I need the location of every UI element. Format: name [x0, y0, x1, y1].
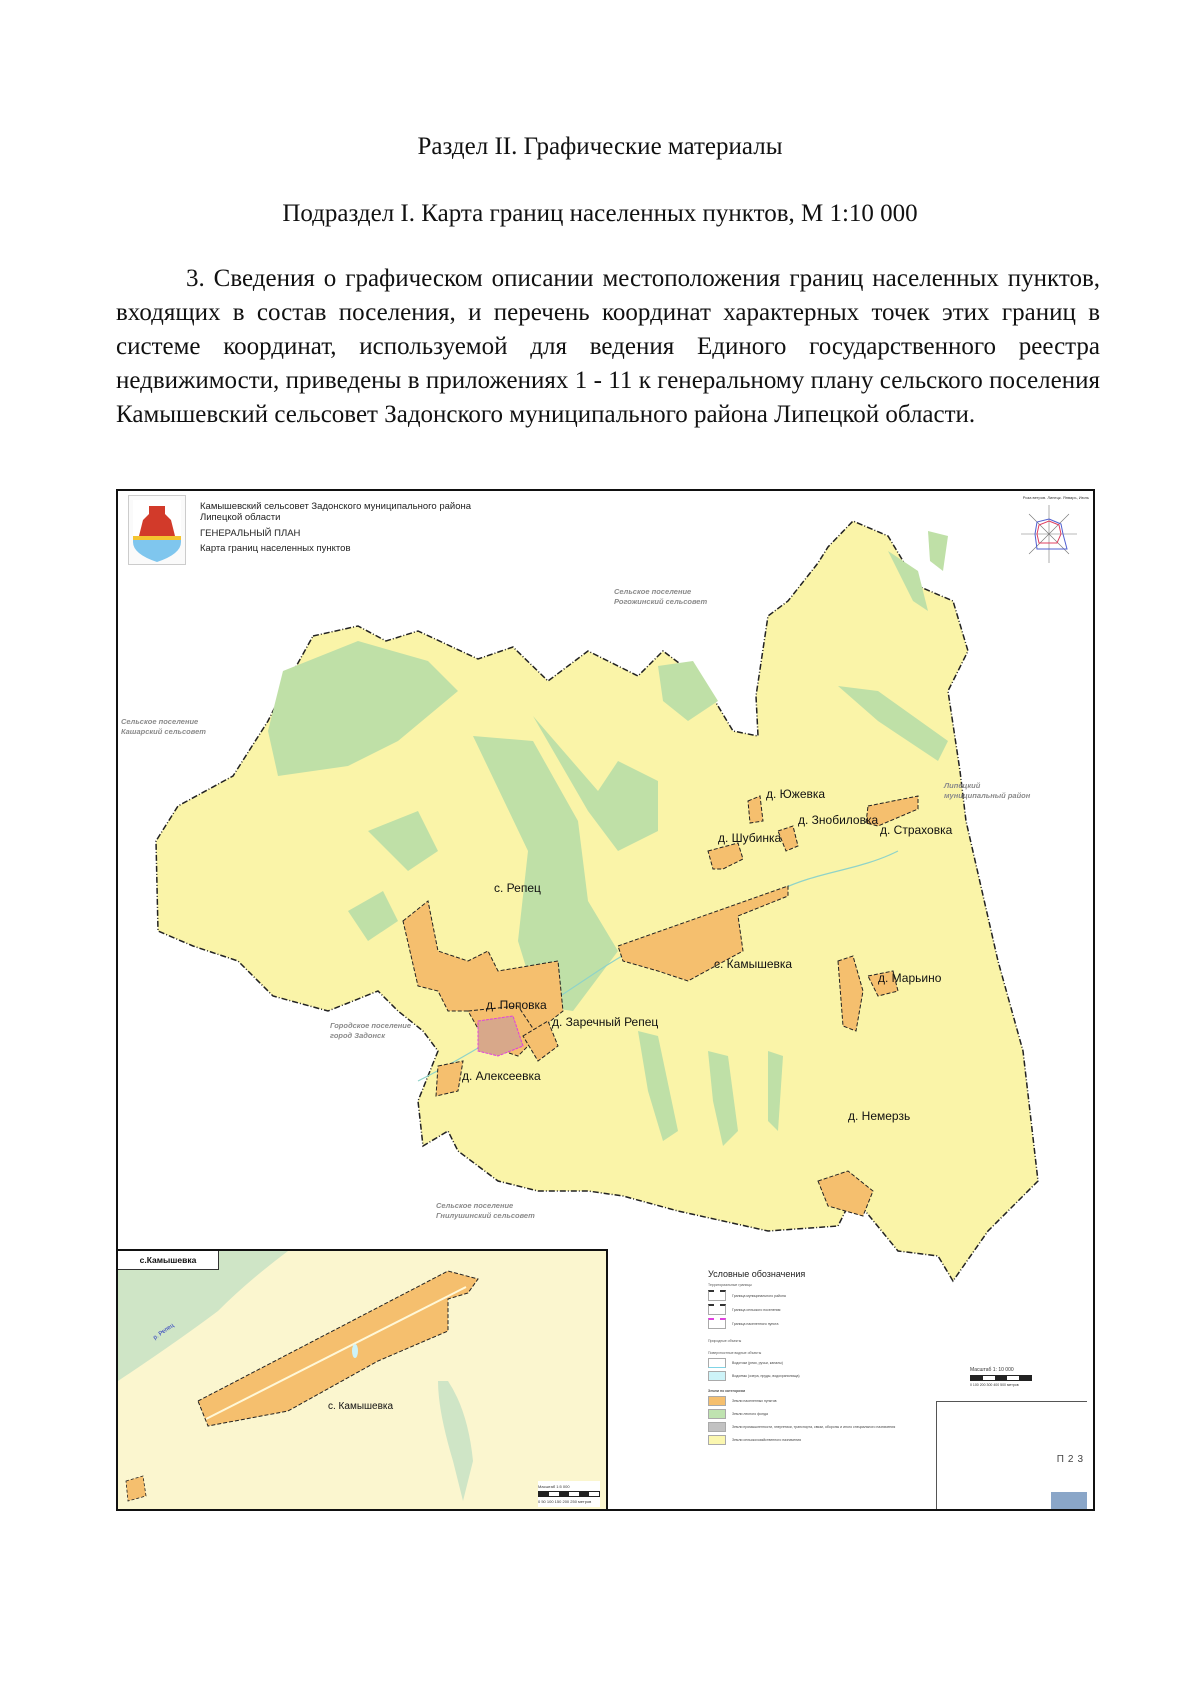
- body-paragraph: 3. Сведения о графическом описании местоположения границ населенных пунктов, входящих в состав поселения, и перечень координат характерных точек этих границ в системе координат, используемой для ведения Единого государственного реестра недвижимости, приведены в приложениях 1 - 11 к генеральному плану сельского поселения Камышевский сельсовет Задонского муниципального района Липецкой области.: [116, 265, 1100, 428]
- neighbor-east: Липецкий муниципальный район: [944, 781, 1031, 800]
- coat-of-arms-icon: [128, 495, 186, 565]
- legend-item: Земли сельскохозяйственного назначения: [708, 1435, 908, 1445]
- neighbor-southwest: Городское поселение город Задонск: [330, 1021, 412, 1040]
- section-title: Раздел II. Графические материалы: [417, 133, 783, 160]
- wind-rose-title: Роза ветров. Липецк. Январь, Июль: [1022, 495, 1089, 500]
- label-marino: д. Марьино: [878, 971, 942, 985]
- label-yuzhevka: д. Южевка: [766, 787, 826, 801]
- drawing-stamp: П 2 3: [936, 1401, 1087, 1510]
- title-line-1: Камышевский сельсовет Задонского муниципального района: [200, 501, 472, 512]
- legend-item: Граница населенного пункта: [708, 1318, 908, 1329]
- inset-scale-bar: Масштаб 1:5 000 0 50 100 150 200 250 метров: [538, 1481, 600, 1507]
- label-shubinka: д. Шубинка: [718, 831, 782, 845]
- inset-map: [118, 1249, 608, 1511]
- label-kamyshevka: с. Камышевка: [714, 957, 793, 971]
- label-popovka: д. Поповка: [486, 998, 547, 1012]
- forest-area: [928, 531, 948, 571]
- wind-rose-icon: [1013, 497, 1085, 569]
- map-figure: [116, 489, 1095, 1511]
- map-legend: Условные обозначения Территориальные границы Граница муниципального района Граница сельского поселения Граница населенного пункта Природные объекты Поверхностные водные объекты Водотоки (реки, ручьи, каналы) Водоемы (озера, пруды, водохранилища) Земли по категориям Земли населенных пунктов Земли лесного фонда Земли промышленности, энергетики, транспорта, связи, обороны и иного специального назначения Земли сельскохозяйственного назначения: [708, 1269, 908, 1448]
- legend-item: Земли промышленности, энергетики, транспорта, связи, обороны и иного специального назначения: [708, 1422, 908, 1432]
- title-map-name: Карта границ населенных пунктов: [200, 543, 351, 554]
- legend-item: Граница сельского поселения: [708, 1304, 908, 1315]
- title-plan: ГЕНЕРАЛЬНЫЙ ПЛАН: [200, 528, 301, 539]
- neighbor-west: Сельское поселение Кашарский сельсовет: [121, 717, 206, 736]
- territory-polygon: [156, 521, 1038, 1281]
- neighbor-north: Сельское поселение Рогожинский сельсовет: [614, 587, 708, 606]
- legend-item: Граница муниципального района: [708, 1290, 908, 1301]
- legend-item: Водоемы (озера, пруды, водохранилища): [708, 1371, 908, 1381]
- map-title-block: [122, 495, 542, 563]
- label-repets: с. Репец: [494, 881, 541, 895]
- legend-item: Земли населенных пунктов: [708, 1396, 908, 1406]
- main-scale-bar: Масштаб 1: 10 000 0 100 200 300 400 500 метров: [970, 1367, 1032, 1387]
- neighbor-south: Сельское поселение Гнилушинский сельсовет: [436, 1201, 535, 1220]
- legend-item: Земли лесного фонда: [708, 1409, 908, 1419]
- label-nemerz: д. Немерзь: [848, 1109, 911, 1123]
- label-alekseevka: д. Алексеевка: [462, 1069, 541, 1083]
- inset-label-kamyshevka: с. Камышевка: [328, 1401, 394, 1412]
- label-strakhovka: д. Страховка: [880, 823, 953, 837]
- legend-item: Водотоки (реки, ручьи, каналы): [708, 1358, 908, 1368]
- legend-title: Условные обозначения: [708, 1269, 806, 1279]
- inset-river-label: р. Репец: [152, 1322, 176, 1342]
- title-line-2: Липецкой области: [200, 512, 281, 523]
- inset-title: с.Камышевка: [118, 1251, 219, 1270]
- label-zarechny: д. Заречный Репец: [552, 1015, 659, 1029]
- subsection-title: Подраздел I. Карта границ населенных пунктов, М 1:10 000: [282, 200, 918, 227]
- label-znobilovka: д. Знобиловка: [798, 813, 879, 827]
